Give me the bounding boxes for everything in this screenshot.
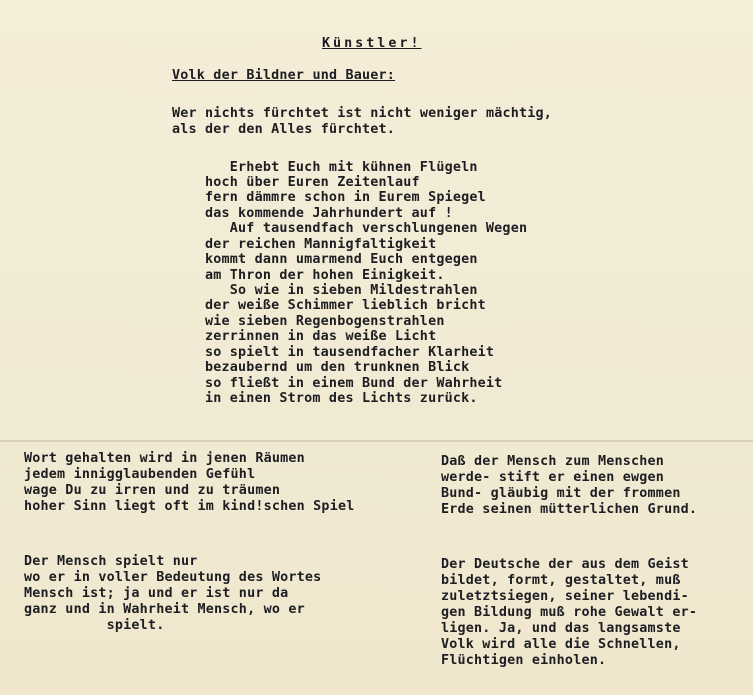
poem-line: der weiße Schimmer lieblich bricht xyxy=(205,298,486,313)
verse-line: Daß der Mensch zum Menschen xyxy=(441,454,665,469)
quote-line: zuletztsiegen, seiner lebendi- xyxy=(441,589,689,604)
poem-line: so spielt in tausendfacher Klarheit xyxy=(205,345,495,360)
intro-line: Wer nichts fürchtet ist nicht weniger mächtig, xyxy=(172,106,553,121)
intro-line: als der den Alles fürchtet. xyxy=(172,122,396,137)
quote-line: ganz und in Wahrheit Mensch, wo er xyxy=(24,602,305,617)
verse-line: Bund- gläubig mit der frommen xyxy=(441,486,681,501)
poem-line: das kommende Jahrhundert auf ! xyxy=(205,206,453,221)
page-title: Künstler! xyxy=(322,36,422,51)
verse-line: jedem innigglaubenden Gefühl xyxy=(24,467,256,482)
poem-line: am Thron der hohen Einigkeit. xyxy=(205,268,445,283)
verse-line: Erde seinen mütterlichen Grund. xyxy=(441,502,698,517)
quote-line: bildet, formt, gestaltet, muß xyxy=(441,573,681,588)
quote-line: ligen. Ja, und das langsamste xyxy=(441,621,681,636)
poem-line: bezaubernd um den trunknen Blick xyxy=(205,360,470,375)
paper-fold-line xyxy=(0,440,753,442)
verse-line: werde- stift er einen ewgen xyxy=(441,470,665,485)
poem-line: Erhebt Euch mit kühnen Flügeln xyxy=(205,160,478,175)
verse-line: Wort gehalten wird in jenen Räumen xyxy=(24,451,305,466)
poem-line: hoch über Euren Zeitenlauf xyxy=(205,175,420,190)
quote-line: Flüchtigen einholen. xyxy=(441,653,607,668)
verse-line: wage Du zu irren und zu träumen xyxy=(24,483,281,498)
poem-line: fern dämmre schon in Eurem Spiegel xyxy=(205,190,486,205)
subtitle: Volk der Bildner und Bauer: xyxy=(172,68,396,83)
quote-line: Volk wird alle die Schnellen, xyxy=(441,637,681,652)
verse-line: hoher Sinn liegt oft im kind!schen Spiel xyxy=(24,499,355,514)
poem-line: so fließt in einem Bund der Wahrheit xyxy=(205,376,503,391)
poem-line: der reichen Mannigfaltigkeit xyxy=(205,237,437,252)
poem-line: So wie in sieben Mildestrahlen xyxy=(205,283,478,298)
quote-line: gen Bildung muß rohe Gewalt er- xyxy=(441,605,698,620)
quote-line: wo er in voller Bedeutung des Wortes xyxy=(24,570,322,585)
poem-line: in einen Strom des Lichts zurück. xyxy=(205,391,478,406)
quote-line: Der Deutsche der aus dem Geist xyxy=(441,557,689,572)
poem-line: kommt dann umarmend Euch entgegen xyxy=(205,252,478,267)
quote-line: Mensch ist; ja und er ist nur da xyxy=(24,586,289,601)
poem-line: wie sieben Regenbogenstrahlen xyxy=(205,314,445,329)
quote-line: Der Mensch spielt nur xyxy=(24,554,198,569)
quote-line: spielt. xyxy=(24,618,165,633)
poem-line: Auf tausendfach verschlungenen Wegen xyxy=(205,221,528,236)
poem-line: zerrinnen in das weiße Licht xyxy=(205,329,437,344)
